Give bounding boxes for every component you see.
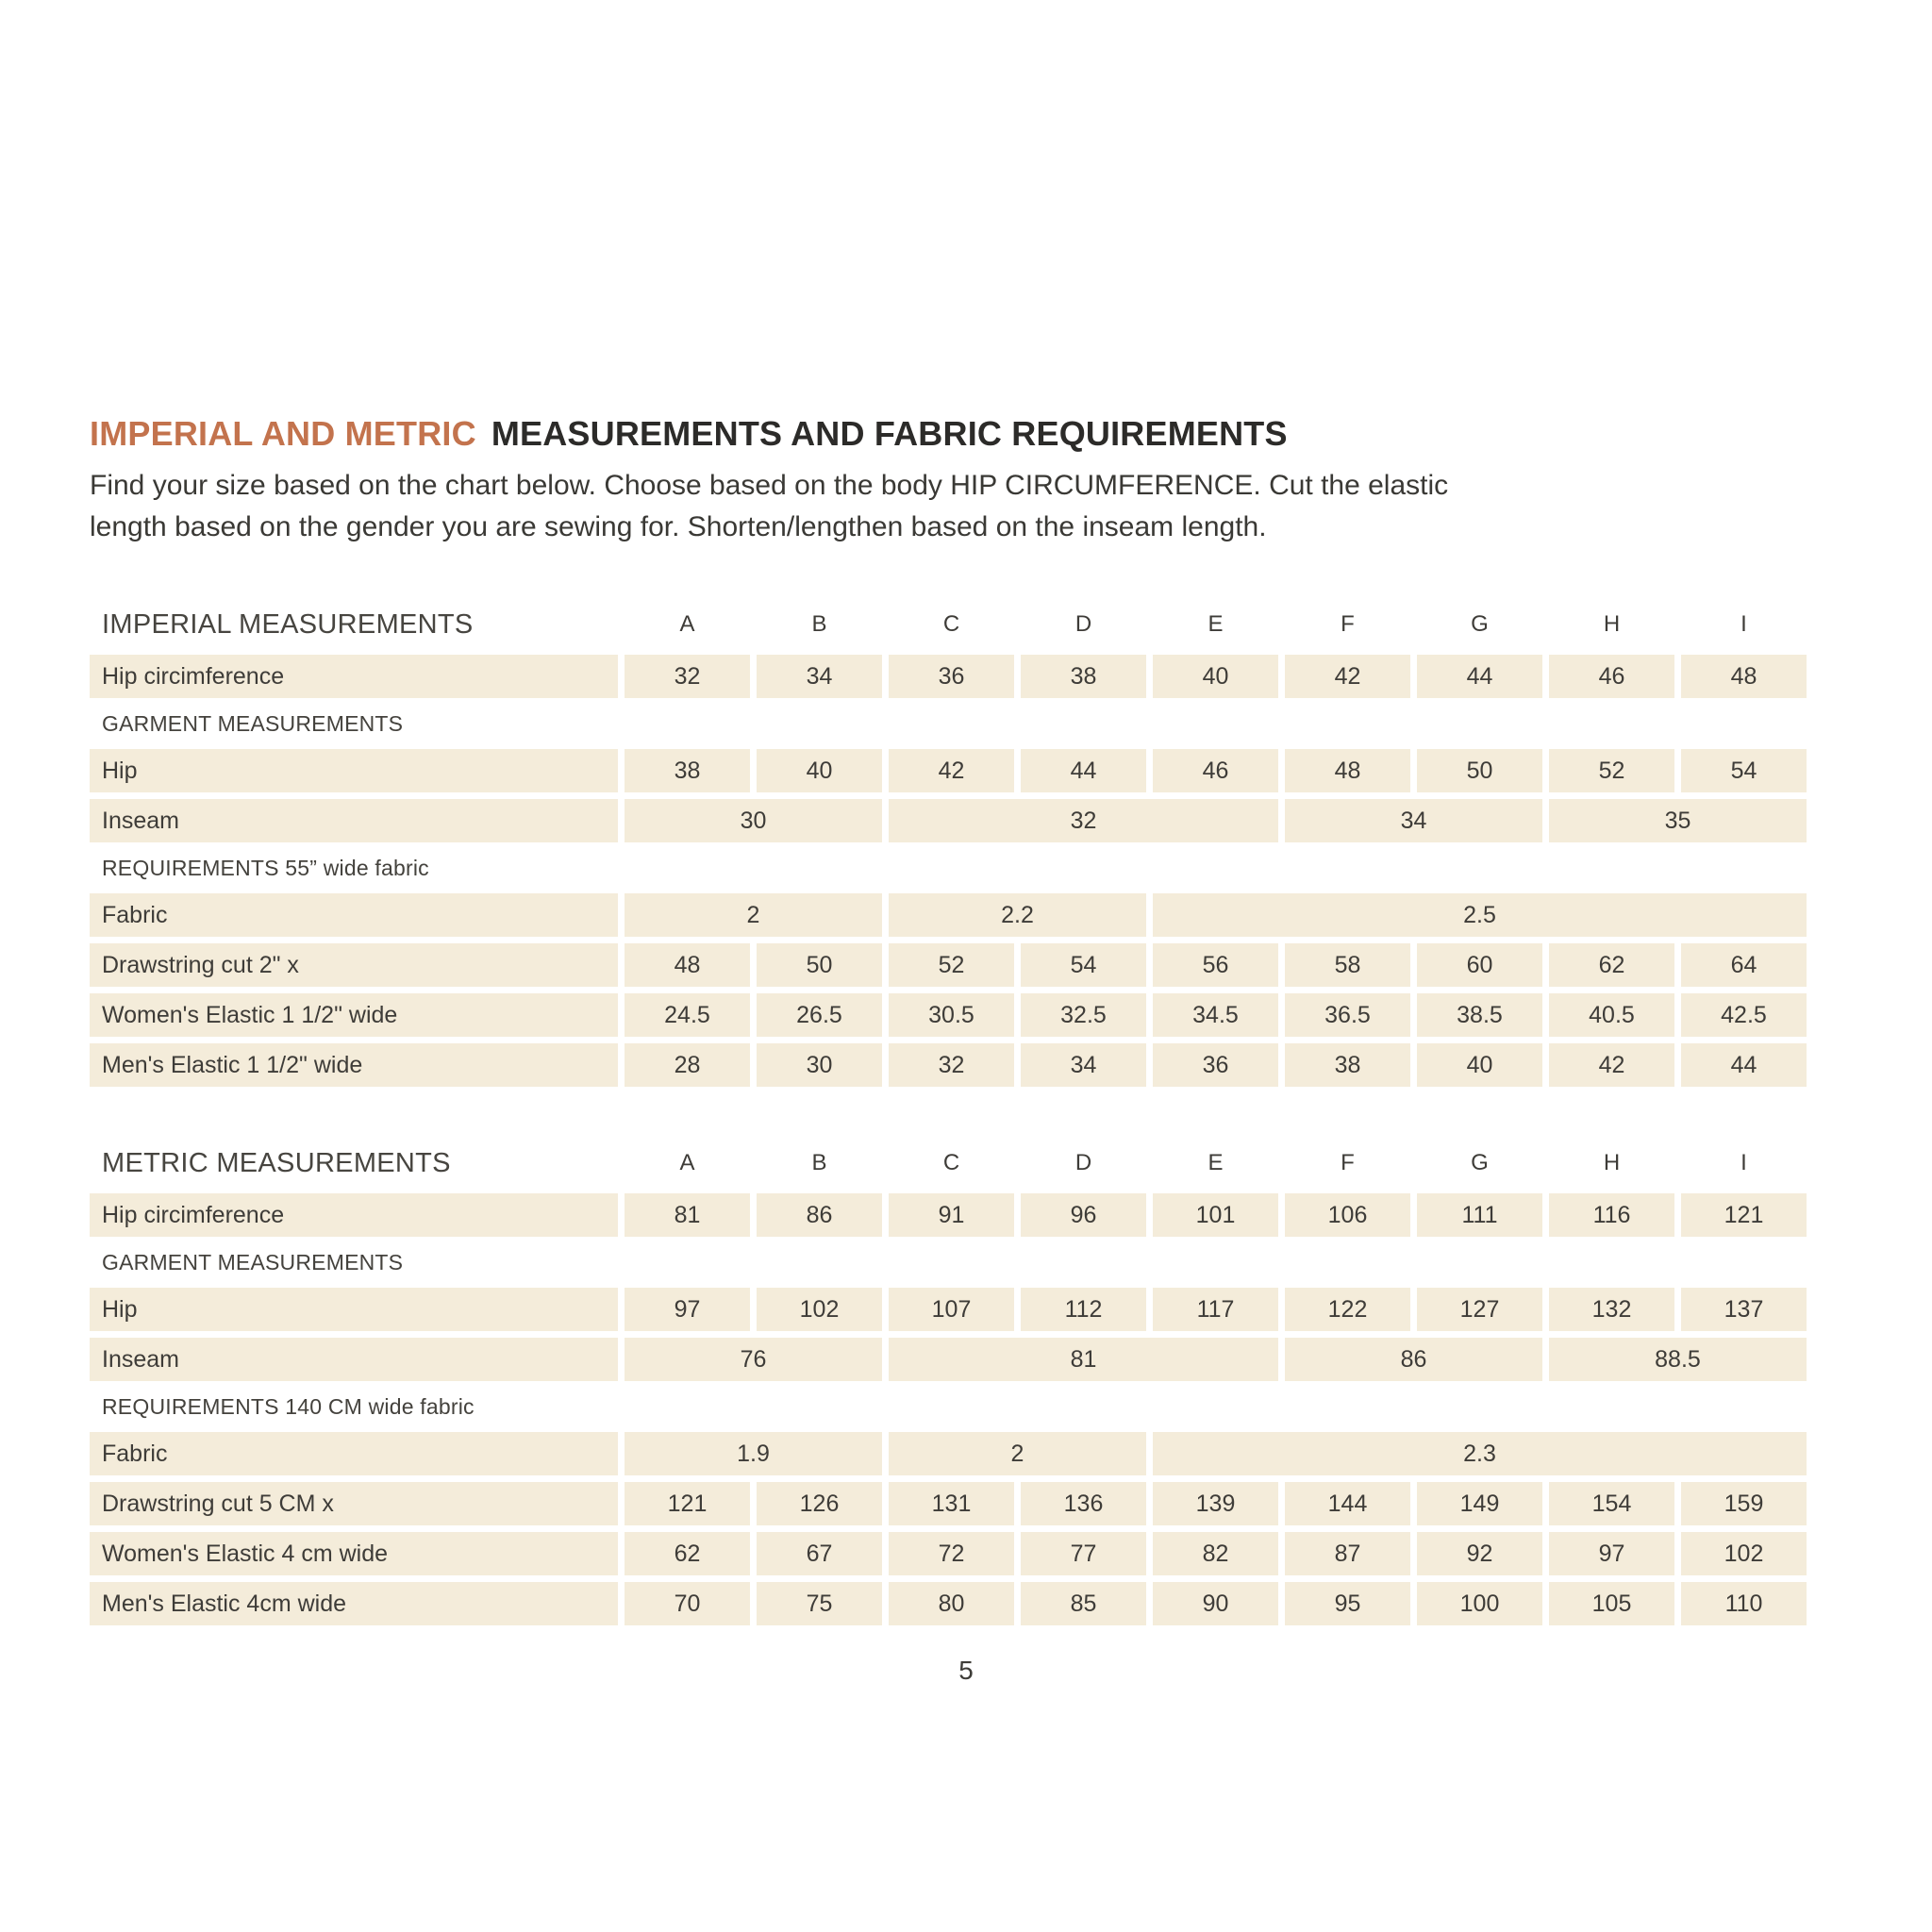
table-cell: 24.5 [625,993,750,1037]
table-row [90,943,1807,987]
page-title-accent: IMPERIAL AND METRIC [90,414,476,453]
table-cell: 42 [1549,1043,1674,1087]
row-label: Drawstring cut 2" x [90,943,618,987]
table-cell: 44 [1681,1043,1807,1087]
table-row [90,749,1807,792]
size-table-imperial [90,603,1807,1087]
table-cell: 154 [1549,1482,1674,1525]
size-column-letter: A [679,1150,695,1175]
row-label: Women's Elastic 4 cm wide [90,1532,618,1575]
size-column-letter: C [942,1150,960,1175]
table-cell: 111 [1417,1193,1542,1237]
size-column-letter: B [811,1150,827,1175]
intro-text [90,465,1807,548]
table-row [90,655,1807,698]
size-column-letter: I [1740,1150,1747,1175]
table-cell: 77 [1021,1532,1146,1575]
table-cell: 2.2 [889,893,1146,937]
table-cell: 121 [625,1482,750,1525]
table-cell: 30.5 [889,993,1014,1037]
table-cell: 117 [1153,1288,1278,1331]
row-label: Fabric [90,1432,618,1475]
row-label: Inseam [90,1338,618,1381]
page-title-main: MEASUREMENTS AND FABRIC REQUIREMENTS [491,414,1288,453]
table-cell: 127 [1417,1288,1542,1331]
table-cell: 40 [1153,655,1278,698]
table-cell: 50 [757,943,882,987]
size-column-letter: A [679,611,695,637]
table-row [90,1288,1807,1331]
table-row [90,893,1807,937]
table-cell: 34 [1285,799,1542,842]
table-cell: 60 [1417,943,1542,987]
table-cell: 86 [757,1193,882,1237]
table-cell: 97 [1549,1532,1674,1575]
table-cell: 132 [1549,1288,1674,1331]
table-cell: 82 [1153,1532,1278,1575]
table-cell: 36 [1153,1043,1278,1087]
table-cell: 58 [1285,943,1410,987]
table-cell: 149 [1417,1482,1542,1525]
table-cell: 50 [1417,749,1542,792]
table-row [90,799,1807,842]
row-label: Men's Elastic 1 1/2" wide [90,1043,618,1087]
table-cell: 48 [1681,655,1807,698]
page-content [90,0,1807,1625]
size-column-letter: H [1603,611,1621,637]
table-cell: 92 [1417,1532,1542,1575]
table-cell: 48 [625,943,750,987]
table-header-row [90,1141,1807,1185]
table-row [90,1582,1807,1625]
row-label: Women's Elastic 1 1/2" wide [90,993,618,1037]
table-row [90,993,1807,1037]
table-cell: 64 [1681,943,1807,987]
table-header-row [90,603,1807,646]
section-header: GARMENT MEASUREMENTS [102,710,404,736]
table-cell: 101 [1153,1193,1278,1237]
table-cell: 44 [1021,749,1146,792]
size-column-letter: D [1074,1150,1092,1175]
size-column-letter: H [1603,1150,1621,1175]
table-row [90,1432,1807,1475]
table-cell: 34 [757,655,882,698]
table-cell: 81 [625,1193,750,1237]
table-cell: 40 [757,749,882,792]
row-label: Hip circimference [90,1193,618,1237]
table-row [90,1482,1807,1525]
table-cell: 54 [1681,749,1807,792]
table-cell: 91 [889,1193,1014,1237]
table-cell: 75 [757,1582,882,1625]
table-cell: 42.5 [1681,993,1807,1037]
row-label: Men's Elastic 4cm wide [90,1582,618,1625]
table-cell: 116 [1549,1193,1674,1237]
table-cell: 86 [1285,1338,1542,1381]
table-cell: 34 [1021,1043,1146,1087]
row-label: Inseam [90,799,618,842]
table-row [90,1338,1807,1381]
table-cell: 102 [1681,1532,1807,1575]
intro-line: Find your size based on the chart below. Choose based on the body HIP CIRCUMFERENCE. Cut the elastic [90,470,1449,501]
table-cell: 48 [1285,749,1410,792]
table-cell: 56 [1153,943,1278,987]
table-cell: 38 [1285,1043,1410,1087]
size-column-letter: E [1208,1150,1224,1175]
table-title: METRIC MEASUREMENTS [102,1147,451,1178]
row-label: Hip [90,749,618,792]
table-cell: 2.5 [1153,893,1807,937]
table-cell: 76 [625,1338,882,1381]
row-label: Hip [90,1288,618,1331]
table-cell: 70 [625,1582,750,1625]
size-column-letter: G [1471,611,1489,637]
table-cell: 137 [1681,1288,1807,1331]
table-cell: 80 [889,1582,1014,1625]
row-label: Drawstring cut 5 CM x [90,1482,618,1525]
table-cell: 42 [889,749,1014,792]
row-label: Hip circimference [90,655,618,698]
size-column-letter: G [1471,1150,1489,1175]
table-cell: 81 [889,1338,1278,1381]
table-cell: 42 [1285,655,1410,698]
table-cell: 52 [1549,749,1674,792]
table-cell: 40.5 [1549,993,1674,1037]
table-cell: 1.9 [625,1432,882,1475]
table-cell: 87 [1285,1532,1410,1575]
table-cell: 2 [889,1432,1146,1475]
table-cell: 40 [1417,1043,1542,1087]
table-cell: 26.5 [757,993,882,1037]
table-cell: 72 [889,1532,1014,1575]
page-title [90,0,1807,456]
table-cell: 90 [1153,1582,1278,1625]
table-cell: 144 [1285,1482,1410,1525]
table-cell: 88.5 [1549,1338,1807,1381]
table-cell: 126 [757,1482,882,1525]
size-table-metric [90,1141,1807,1625]
table-cell: 131 [889,1482,1014,1525]
table-cell: 62 [1549,943,1674,987]
table-row [90,1193,1807,1237]
table-cell: 28 [625,1043,750,1087]
table-cell: 32.5 [1021,993,1146,1037]
table-title: IMPERIAL MEASUREMENTS [102,608,474,640]
table-cell: 67 [757,1532,882,1575]
row-label: Fabric [90,893,618,937]
table-row [90,1532,1807,1575]
table-cell: 136 [1021,1482,1146,1525]
table-cell: 97 [625,1288,750,1331]
table-cell: 122 [1285,1288,1410,1331]
table-cell: 32 [625,655,750,698]
size-column-letter: C [942,611,960,637]
table-cell: 110 [1681,1582,1807,1625]
table-cell: 46 [1549,655,1674,698]
section-header: REQUIREMENTS 55” wide fabric [102,855,429,880]
size-column-letter: E [1208,611,1224,637]
table-cell: 30 [757,1043,882,1087]
table-cell: 36 [889,655,1014,698]
table-cell: 32 [889,799,1278,842]
table-cell: 46 [1153,749,1278,792]
size-column-letter: F [1341,611,1355,637]
table-cell: 54 [1021,943,1146,987]
table-cell: 102 [757,1288,882,1331]
size-column-letter: D [1074,611,1092,637]
table-cell: 36.5 [1285,993,1410,1037]
section-header: GARMENT MEASUREMENTS [102,1249,404,1274]
table-cell: 105 [1549,1582,1674,1625]
table-cell: 107 [889,1288,1014,1331]
size-column-letter: I [1740,611,1747,637]
table-cell: 44 [1417,655,1542,698]
table-cell: 121 [1681,1193,1807,1237]
table-cell: 2 [625,893,882,937]
table-cell: 100 [1417,1582,1542,1625]
table-cell: 38 [1021,655,1146,698]
page-number: 5 [958,1656,974,1685]
size-column-letter: F [1341,1150,1355,1175]
table-cell: 30 [625,799,882,842]
table-cell: 38.5 [1417,993,1542,1037]
table-cell: 95 [1285,1582,1410,1625]
table-cell: 35 [1549,799,1807,842]
table-cell: 85 [1021,1582,1146,1625]
table-cell: 38 [625,749,750,792]
table-cell: 139 [1153,1482,1278,1525]
intro-line: length based on the gender you are sewing for. Shorten/lengthen based on the inseam length. [90,511,1267,542]
size-column-letter: B [811,611,827,637]
table-cell: 106 [1285,1193,1410,1237]
table-cell: 112 [1021,1288,1146,1331]
table-cell: 62 [625,1532,750,1575]
table-cell: 32 [889,1043,1014,1087]
table-row [90,1043,1807,1087]
table-cell: 52 [889,943,1014,987]
table-cell: 2.3 [1153,1432,1807,1475]
section-header: REQUIREMENTS 140 CM wide fabric [102,1393,475,1419]
table-cell: 159 [1681,1482,1807,1525]
table-cell: 96 [1021,1193,1146,1237]
table-cell: 34.5 [1153,993,1278,1037]
